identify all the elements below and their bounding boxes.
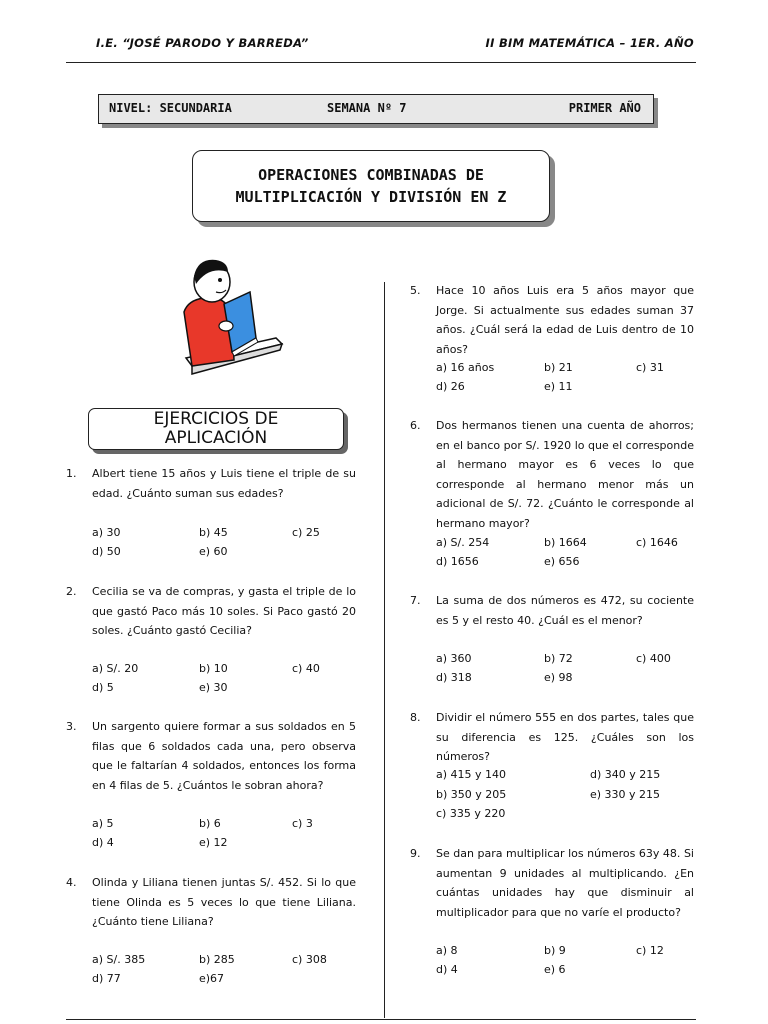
option-e: e) 30 [199, 681, 228, 694]
option-e: e) 12 [199, 836, 228, 849]
option-c: c) 3 [292, 817, 313, 830]
option-c: c) 31 [636, 361, 664, 374]
option-b: b) 10 [199, 662, 228, 675]
question-number: 1. [66, 467, 77, 480]
option-c: c) 40 [292, 662, 320, 675]
option-a: a) 415 y 140 [436, 768, 507, 781]
option-a: a) 30 [92, 526, 121, 539]
title-line-1: OPERACIONES COMBINADAS DE [258, 166, 484, 184]
option-a: a) 16 años [436, 361, 495, 374]
question-number: 3. [66, 720, 77, 733]
question-text: Olinda y Liliana tienen juntas S/. 452. Si lo que tiene Olinda es 5 veces lo que tiene Liliana. ¿Cuánto tiene Liliana? [92, 876, 356, 928]
option-d: d) 4 [92, 836, 114, 849]
question-number: 2. [66, 585, 77, 598]
option-e: e) 60 [199, 545, 228, 558]
question-number: 5. [410, 284, 421, 297]
option-d: d) 1656 [436, 555, 479, 568]
page-title [192, 150, 550, 222]
option-d: d) 5 [92, 681, 114, 694]
course-name: II BIM MATEMÁTICA – 1ER. AÑO [485, 36, 694, 50]
info-bar [98, 94, 654, 124]
week-label: SEMANA Nº 7 [327, 101, 407, 115]
option-d: d) 318 [436, 671, 472, 684]
section-line-2: APLICACIÓN [164, 428, 268, 448]
option-c: c) 335 y 220 [436, 807, 506, 820]
option-e: e)67 [199, 972, 225, 985]
question-text: Un sargento quiere formar a sus soldados en 5 filas que 6 soldados cada una, pero observa que le faltarían 4 soldados, entonces los forma en 4 filas de 5. ¿Cuántos le sobran ahora? [92, 720, 356, 792]
option-b: b) 72 [544, 652, 573, 665]
option-c: c) 400 [636, 652, 671, 665]
question-text: Hace 10 años Luis era 5 años mayor que Jorge. Si actualmente sus edades suman 37 años. ¿Cuál será la edad de Luis dentro de 10 años? [436, 284, 694, 356]
option-e: e) 656 [544, 555, 580, 568]
option-a: a) S/. 385 [92, 953, 146, 966]
option-b: b) 285 [199, 953, 235, 966]
option-b: b) 9 [544, 944, 566, 957]
option-d: d) 77 [92, 972, 121, 985]
option-c: c) 308 [292, 953, 327, 966]
option-e: e) 6 [544, 963, 566, 976]
school-name: I.E. “JOSÉ PARODO Y BARREDA” [96, 36, 309, 50]
question-text: Dos hermanos tienen una cuenta de ahorros; en el banco por S/. 1920 lo que el corresponde al hermano mayor es 6 veces lo que corresponde al hermano menor más un adicional de S/. 72. ¿Cuánto le corresponde al hermano mayor? [436, 419, 694, 530]
option-b: b) 21 [544, 361, 573, 374]
question-number: 8. [410, 711, 421, 724]
column-divider [384, 282, 385, 1018]
question-text: Dividir el número 555 en dos partes, tales que su diferencia es 125. ¿Cuáles son los números? [436, 711, 694, 763]
option-e: e) 11 [544, 380, 573, 393]
option-e: e) 98 [544, 671, 573, 684]
question-number: 7. [410, 594, 421, 607]
option-a: a) 360 [436, 652, 472, 665]
option-d: d) 340 y 215 [590, 768, 661, 781]
option-b: b) 1664 [544, 536, 587, 549]
title-line-2: MULTIPLICACIÓN Y DIVISIÓN EN Z [235, 188, 507, 206]
option-c: c) 12 [636, 944, 664, 957]
question-number: 6. [410, 419, 421, 432]
section-title [88, 408, 344, 450]
question-text: Se dan para multiplicar los números 63y 48. Si aumentan 9 unidades al multiplicando. ¿En cuántas unidades hay que disminuir al multiplicador para que no varíe el producto? [436, 847, 694, 919]
question-text: Cecilia se va de compras, y gasta el triple de lo que gastó Paco más 10 soles. Si Paco gastó 20 soles. ¿Cuánto gastó Cecilia? [92, 585, 356, 637]
question-number: 4. [66, 876, 77, 889]
option-a: a) 5 [92, 817, 114, 830]
option-d: d) 26 [436, 380, 465, 393]
option-c: c) 1646 [636, 536, 678, 549]
option-d: d) 50 [92, 545, 121, 558]
student-reading-icon [172, 252, 284, 398]
header-rule [66, 62, 696, 63]
question-text: Albert tiene 15 años y Luis tiene el triple de su edad. ¿Cuánto suman sus edades? [92, 467, 356, 500]
grade-label: PRIMER AÑO [568, 101, 641, 115]
option-c: c) 25 [292, 526, 320, 539]
option-b: b) 6 [199, 817, 221, 830]
question-text: La suma de dos números es 472, su cociente es 5 y el resto 40. ¿Cuál es el menor? [436, 594, 694, 627]
option-e: e) 330 y 215 [590, 788, 661, 801]
section-line-1: EJERCICIOS DE [153, 409, 279, 429]
footer-rule [66, 1019, 696, 1020]
level-label: NIVEL: SECUNDARIA [109, 101, 232, 115]
option-b: b) 45 [199, 526, 228, 539]
option-a: a) 8 [436, 944, 458, 957]
option-a: a) S/. 20 [92, 662, 139, 675]
question-number: 9. [410, 847, 421, 860]
option-a: a) S/. 254 [436, 536, 490, 549]
option-b: b) 350 y 205 [436, 788, 507, 801]
option-d: d) 4 [436, 963, 458, 976]
